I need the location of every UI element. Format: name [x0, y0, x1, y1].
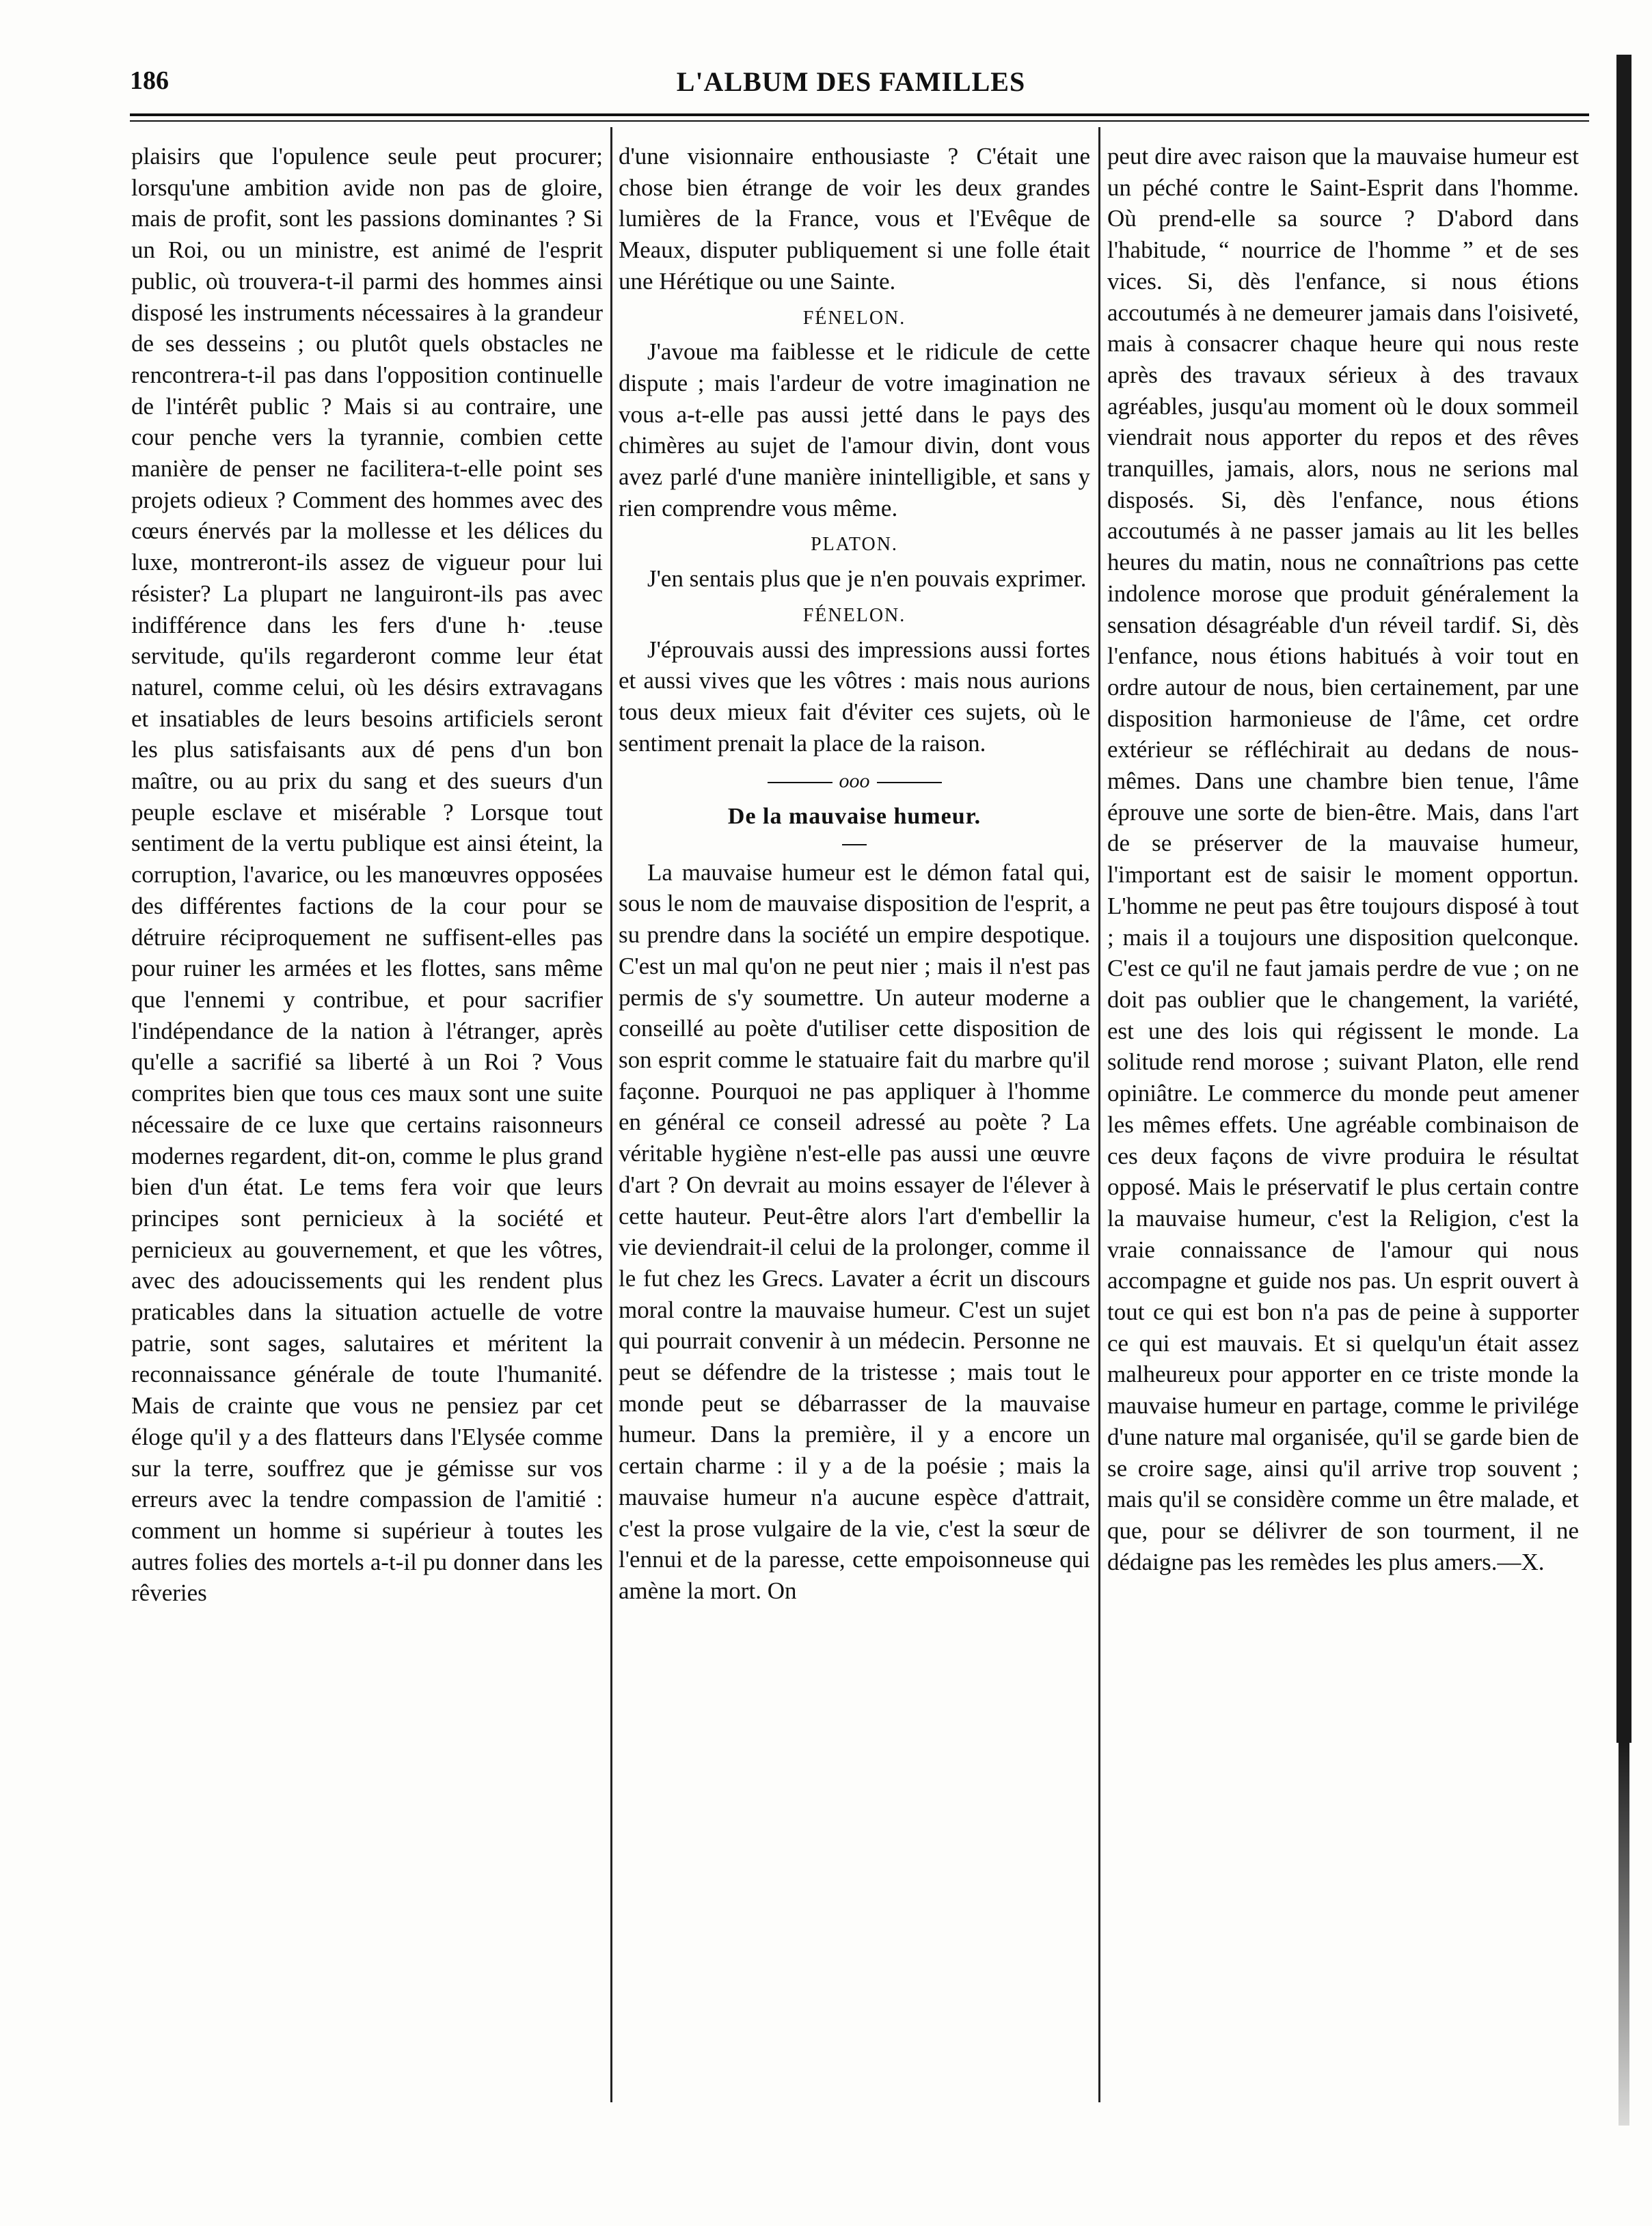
dialogue-paragraph-2: J'avoue ma faiblesse et le ridicule de cette dispute ; mais l'ardeur de votre imagination ne vous a-t-elle pas aussi jetté dans le pays des chimères au sujet de l'amour divin, dont vous avez parlé d'une manière inintelligible, et sans y rien comprendre vous même.: [619, 338, 1090, 521]
article-paragraph-1: La mauvaise humeur est le démon fatal qui, sous le nom de mauvaise disposition de l'esprit, a su prendre dans la société un empire despotique. C'est un mal qu'on ne peut nier ; mais il n'est pas permis de s'y soumettre. Un auteur moderne a conseillé au poète d'utiliser cette disposition de son esprit comme le statuaire fait du marbre qu'il façonne. Pourquoi ne pas appliquer à l'homme en général ce conseil adressé au poète ? La véritable hygiène n'est-elle pas aussi une œuvre d'art ? On devrait au moins essayer de l'élever à cette hauteur. Peut-être alors l'art d'embellir la vie deviendrait-il celui de la prolonger, comme il le fut chez les Grecs. Lavater a écrit un discours moral contre la mauvaise humeur. C'est un sujet qui pourrait convenir à un médecin. Personne ne peut se défendre de la tristesse ; mais tout le monde peut se débarrasser de la mauvaise humeur. Dans la première, il y a encore un certain charme : il y a de la poésie ; mais la mauvaise humeur n'a aucune espèce d'attrait, c'est la prose vulgaire de la vie, c'est la sœur de l'ennui et de la paresse, cette empoisonneuse qui amène la mort. On: [619, 858, 1090, 1604]
column-divider-1: [610, 127, 612, 2102]
dialogue-paragraph-3: J'en sentais plus que je n'en pouvais exprimer.: [647, 565, 1087, 593]
running-title: L'ALBUM DES FAMILLES: [676, 66, 1026, 97]
speaker-name-platon: PLATON.: [811, 534, 898, 556]
column-divider-2: [1098, 127, 1100, 2102]
column-3: [1107, 141, 1579, 2109]
article-paragraph-2: peut dire avec raison que la mauvaise humeur est un péché contre le Saint-Esprit dans l'homme. Où prend-elle sa source ? D'abord dans l'habitude, “ nourrice de l'homme ” et de ses vices. Si, dès l'enfance, si nous étions accoutumés à ne demeurer jamais dans l'oisiveté, mais à consacrer chaque heure qui nous reste après des travaux sérieux à des travaux agréables, jusqu'au moment où le doux sommeil viendrait nous apporter du repos et des rêves tranquilles, jamais, alors, nous ne serions mal disposés. Si, dès l'enfance, nous étions accoutumés à ne passer jamais au lit les belles heures du matin, nous ne connaîtrions pas cette indolence morose que produit généralement la sensation désagréable d'un réveil tardif. Si, dès l'enfance, nous étions habitués à voir tout en ordre autour de nous, bien certainement, par une disposition harmonieuse de l'âme, cet ordre extérieur se réfléchirait au dedans de nous-mêmes. Dans une chambre bien tenue, l'âme éprouve une sorte de bien-être. Mais, dans l'art de se préserver de la mauvaise humeur, l'important est de saisir le moment opportun. L'homme ne peut pas être toujours disposé à tout ; mais il a toujours une disposition quelconque. C'est ce qu'il ne faut jamais perdre de vue ; on ne doit pas oublier que le changement, la variété, est une des lois qui régissent le monde. La solitude rend morose ; suivant Platon, elle rend opiniâtre. Le commerce du monde peut amener les mêmes effets. Une agréable combinaison de ces deux façons de vivre produira le résultat opposé. Mais le préservatif le plus certain contre la mauvaise humeur, c'est la Religion, c'est la vraie connaissance de l'amour qui nous accompagne et guide nos pas. Un esprit ouvert à tout ce qui est bon n'a pas de peine à supporter ce qui est mauvais. Et si quelqu'un était assez malheureux pour apporter en ce triste monde la mauvaise humeur en partage, comme le privilége d'une nature mal organisée, qu'il se garde bien de se croire sage, ainsi qu'il arrive trop souvent ; mais qu'il se considère comme un être malade, et que, pour se délivrer de son tourment, il ne dédaigne pas les remèdes les plus amers.—X.: [1107, 143, 1579, 1575]
column-2: [619, 141, 1090, 2109]
article-title: De la mauvaise humeur.: [727, 804, 981, 830]
column-1: [131, 141, 603, 2109]
header-rule-thick: [130, 113, 1589, 116]
section-ornament: ooo: [619, 765, 1090, 797]
page-number: 186: [130, 66, 169, 95]
page-header: [130, 66, 1572, 107]
title-dash: [619, 832, 1090, 853]
speaker-name-fenelon: FÉNELON.: [802, 307, 906, 329]
page-edge-fade: [1619, 1743, 1629, 2126]
header-rule-thin: [130, 120, 1589, 122]
dialogue-paragraph-1: d'une visionnaire enthousiaste ? C'était une chose bien étrange de voir les deux grandes lumières de la France, vous et l'Evêque de Meaux, disputer publiquement si une folle était une Hérétique ou une Sainte.: [619, 143, 1090, 295]
column-1-paragraph: plaisirs que l'opulence seule peut procurer; lorsqu'une ambition avide non pas de gloire, mais de profit, sont les passions dominantes ? Si un Roi, ou un ministre, est animé de l'esprit public, où trouvera-t-il parmi des hommes ainsi disposé les instruments nécessaires à la grandeur de ses desseins ; ou plutôt quels obstacles ne rencontrera-t-il pas dans l'opposition continuelle de l'intérêt public ? Mais si au contraire, une cour penche vers la tyrannie, combien cette manière de penser ne facilitera-t-elle point ses projets odieux ? Comment des hommes avec des cœurs énervés par la mollesse et les délices du luxe, montreront-ils assez de vigueur pour lui résister? La plupart ne languiront-ils pas avec indifférence dans les fers d'une h· .teuse servitude, qu'ils regarderont comme leur état naturel, comme celui, où les désirs extravagans et insatiables de leurs besoins artificiels seront les plus satisfaisants aux dé pens d'un bon maître, ou au prix du sang et des sueurs d'un peuple esclave et misérable ? Lorsque tout sentiment de la vertu publique est ainsi éteint, la corruption, l'avarice, ou les manœuvres opposées des différentes factions de la cour pour se détruire réciproquement ne suffisent-elles pas pour ruiner les armées et les flottes, sans même que l'ennemi y contribue, et pour sacrifier l'indépendance de la nation à l'étranger, après qu'elle a sacrifié sa liberté à un Roi ? Vous comprites bien que tous ces maux sont une suite nécessaire de ce luxe que certains raisonneurs modernes regardent, dit-on, comme le plus grand bien d'un état. Le tems fera voir que leurs principes sont pernicieux à la société et pernicieux au gouvernement, et que les vôtres, avec des adoucissements qui les rendent plus praticables dans la situation actuelle de votre patrie, sont sages, salutaires et méritent la reconnaissance générale de toute l'humanité. Mais de crainte que vous ne pensiez par cet éloge qu'il y a des flatteurs dans l'Elysée comme sur la terre, souffrez que je gémisse sur vos erreurs avec la tendre compassion de l'amitié : comment un homme si supérieur à toutes les autres folies des mortels a-t-il pu donner dans les rêveries: [131, 143, 603, 1607]
page-edge-shadow: [1616, 55, 1631, 1743]
dialogue-paragraph-4: J'éprouvais aussi des impressions aussi fortes et aussi vives que les vôtres : mais nous aurions tous deux mieux fait d'éviter ces sujets, où le sentiment prenait la place de la raison.: [619, 636, 1090, 757]
speaker-name-fenelon-2: FÉNELON.: [802, 604, 906, 626]
